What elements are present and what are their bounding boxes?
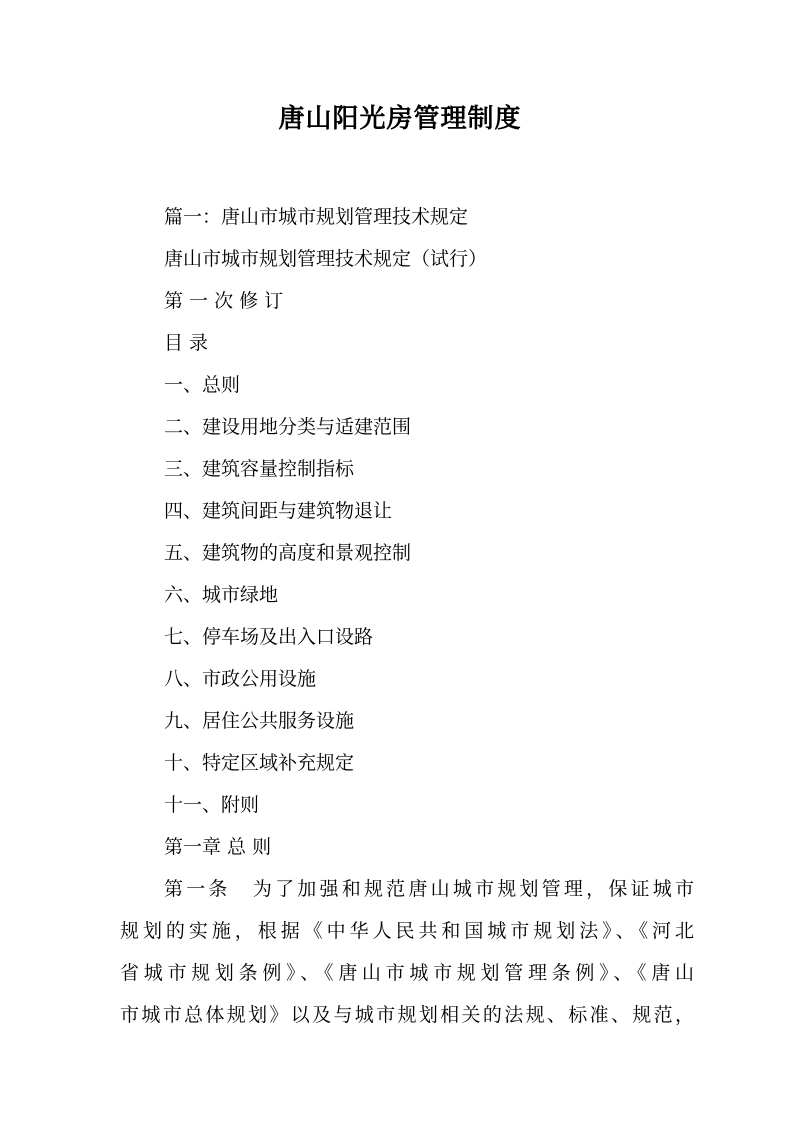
toc-line-contents-label: 目 录 [164, 332, 209, 354]
toc-item: 四、建筑间距与建筑物退让 [164, 500, 393, 522]
article-line: 第一条 为了加强和规范唐山城市规划管理，保证城市 [164, 878, 694, 900]
toc-line-revision: 第 一 次 修 订 [164, 290, 284, 312]
article-line: 省城市规划条例》、《唐山市城市规划管理条例》、《唐山 [120, 962, 694, 984]
article-paragraph [120, 868, 694, 1036]
toc-item: 三、建筑容量控制指标 [164, 458, 355, 480]
toc-item: 二、建设用地分类与适建范围 [164, 416, 412, 438]
toc-item: 五、建筑物的高度和景观控制 [164, 542, 412, 564]
toc-line-heading: 篇一：唐山市城市规划管理技术规定 [164, 206, 469, 228]
toc-item: 九、居住公共服务设施 [164, 710, 355, 732]
toc-item: 六、城市绿地 [164, 584, 279, 606]
toc-item: 八、市政公用设施 [164, 668, 317, 690]
toc-item: 一、总则 [164, 374, 241, 396]
toc-line-subtitle: 唐山市城市规划管理技术规定（试行） [164, 248, 488, 270]
toc-item: 十、特定区域补充规定 [164, 752, 355, 774]
table-of-contents [164, 196, 724, 868]
article-line: 市城市总体规划》以及与城市规划相关的法规、标准、规范， [120, 1004, 694, 1026]
toc-item: 十一、附则 [164, 794, 260, 816]
article-line: 规划的实施，根据《中华人民共和国城市规划法》、《河北 [120, 920, 694, 942]
toc-item: 七、停车场及出入口设路 [164, 626, 374, 648]
chapter-heading: 第一章 总 则 [164, 836, 272, 858]
document-title: 唐山阳光房管理制度 [278, 104, 522, 134]
